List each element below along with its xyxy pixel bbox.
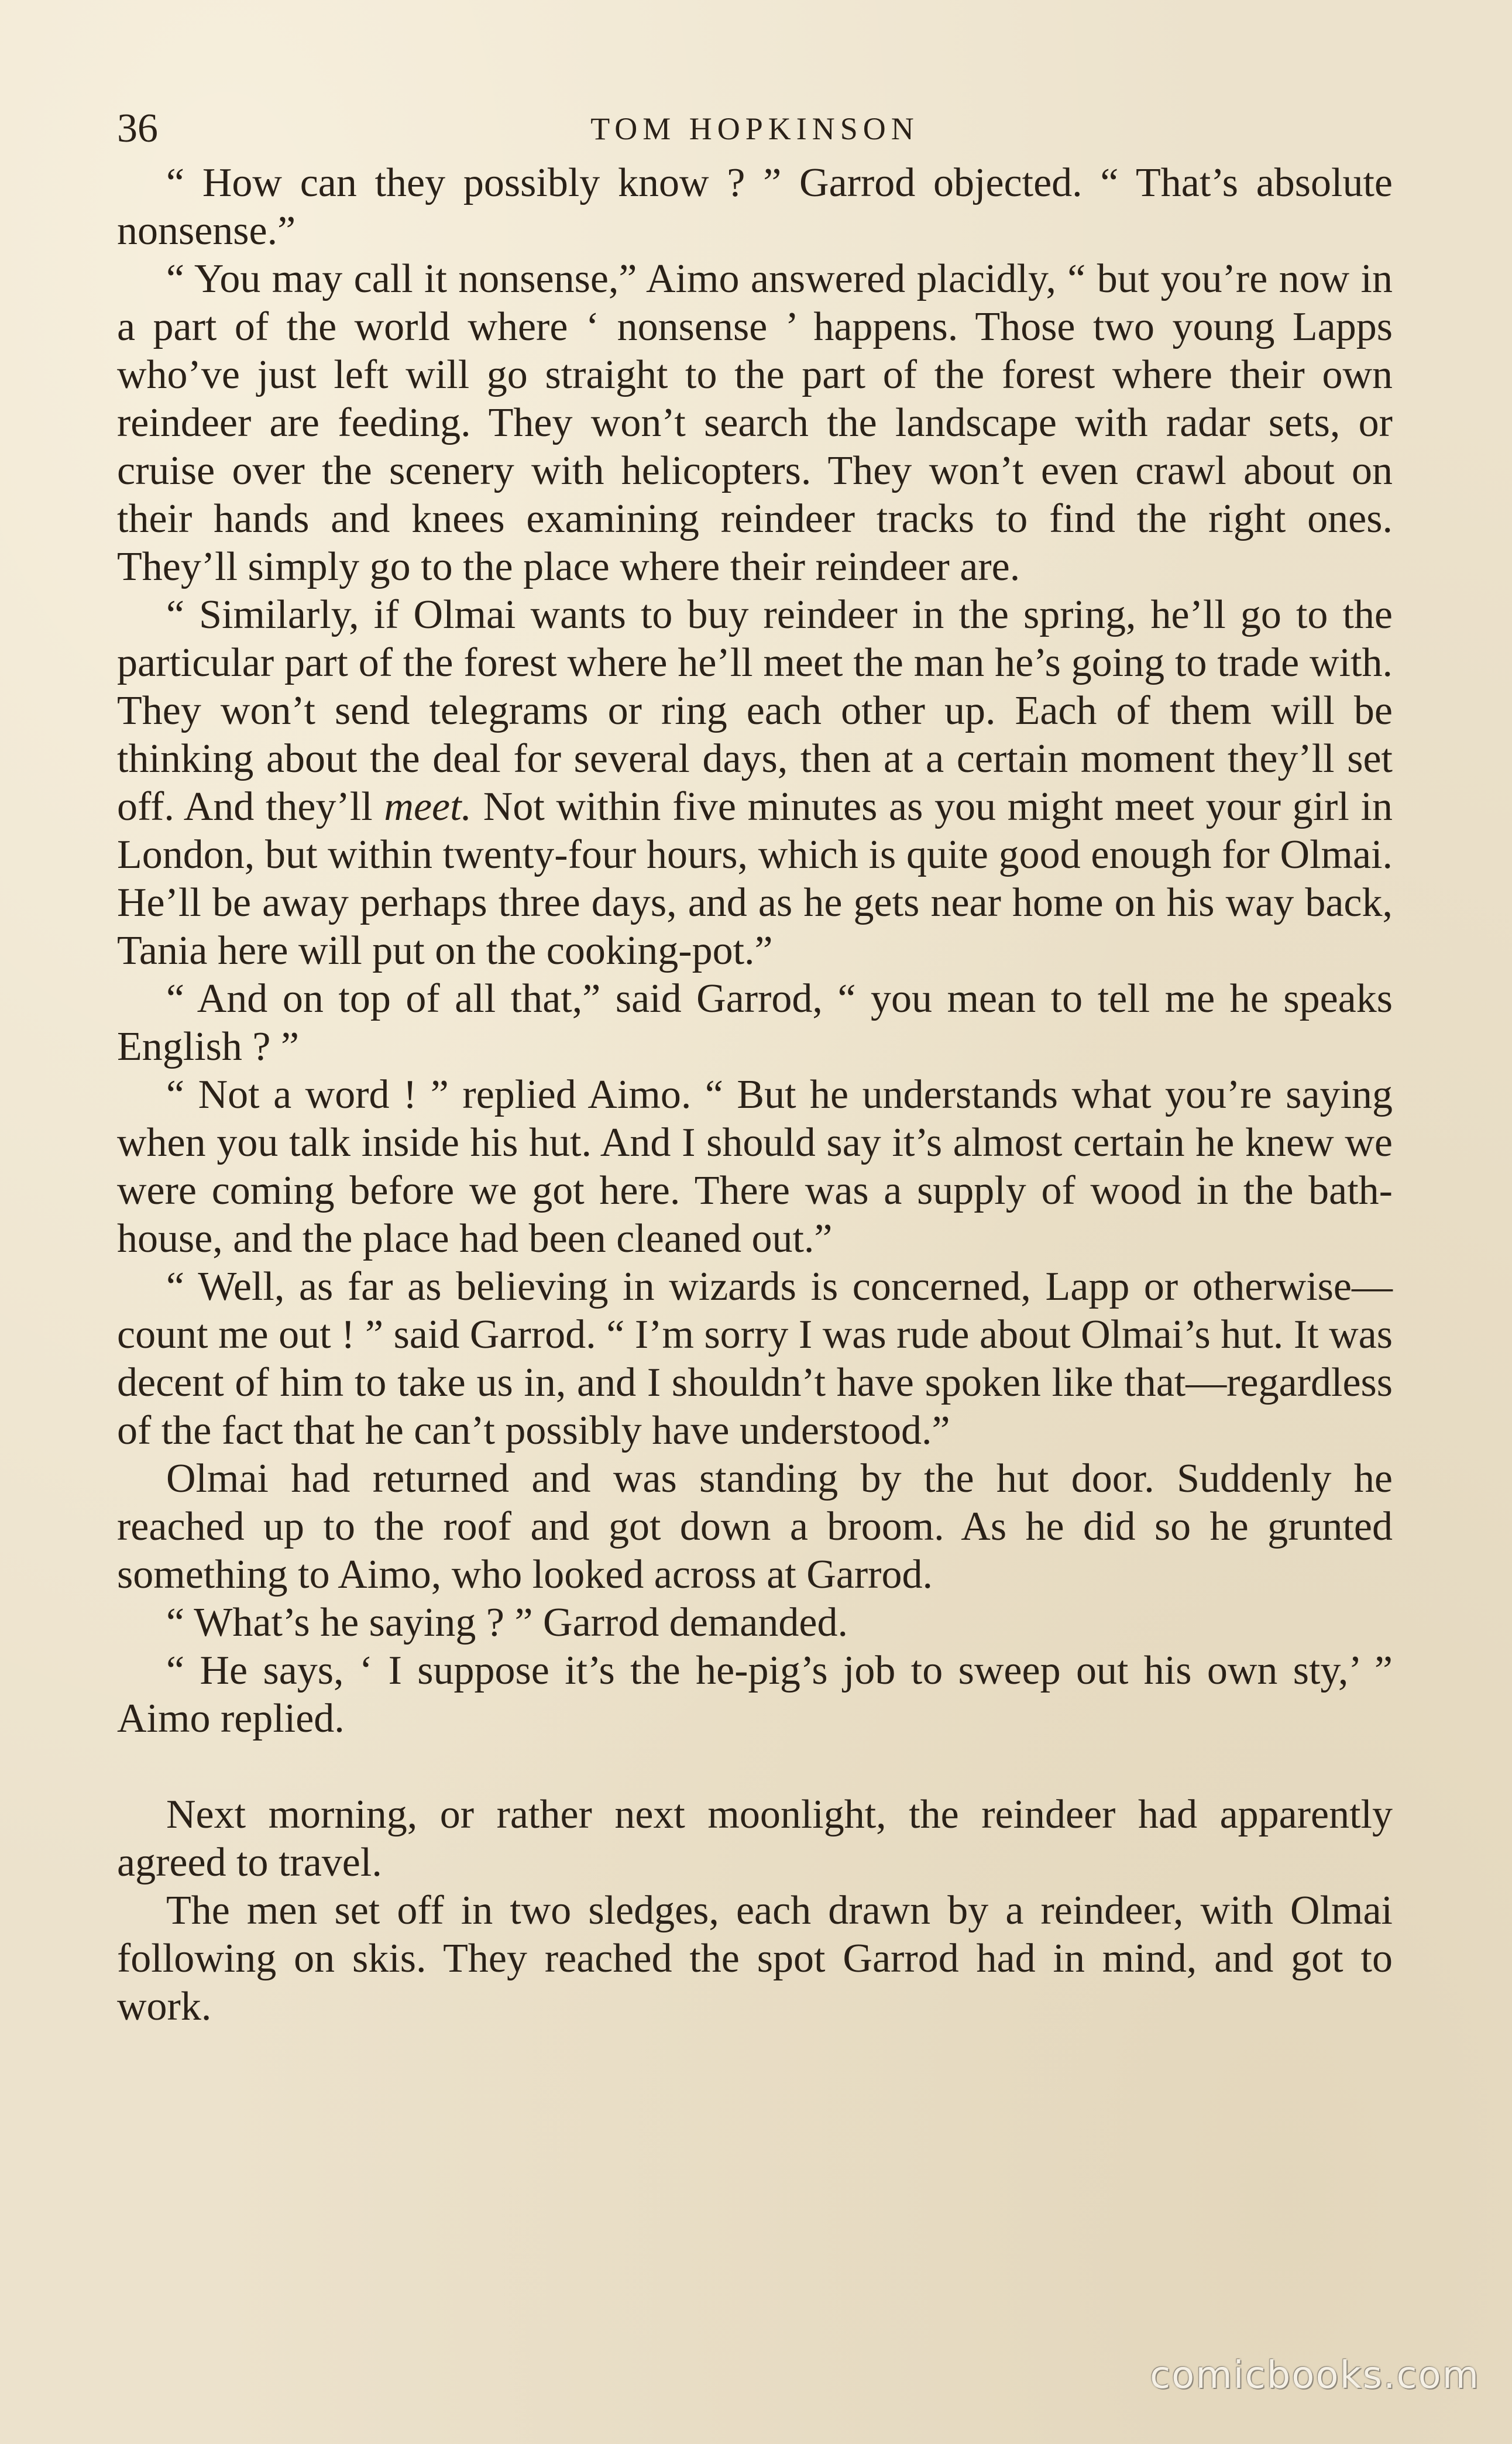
paragraph: “ He says, ‘ I suppose it’s the he-pig’s job to sweep out his own sty,’ ” Aimo replied. xyxy=(117,1648,1393,1741)
paragraph: Olmai had returned and was standing by the hut door. Suddenly he reached up to the roof and got down a broom. As he did so he grunted something to Aimo, who looked across at Garrod. xyxy=(117,1456,1393,1597)
paragraph: “ How can they possibly know ? ” Garrod objected. “ That’s absolute nonsense.” xyxy=(117,160,1393,253)
body-text xyxy=(117,159,1393,2031)
paragraph: The men set off in two sledges, each drawn by a reindeer, with Olmai following on skis. They reached the spot Garrod had in mind, and got to work. xyxy=(117,1888,1393,2029)
running-head: TOM HOPKINSON xyxy=(590,111,919,146)
paragraph: Next morning, or rather next moonlight, the reindeer had apparently agreed to travel. xyxy=(117,1792,1393,1885)
paragraph-text: “ Similarly, if Olmai wants to buy reindeer in the spring, he’ll go to the particular part of the forest where he’ll meet the man he’s going to trade with. They won’t send telegrams or ring each other up. Each of them will be thinking about the deal for several days, then at a certain moment they’ll set off. And they’ll xyxy=(117,592,1393,829)
paragraph: “ What’s he saying ? ” Garrod demanded. xyxy=(166,1600,848,1645)
paragraph xyxy=(117,591,1393,975)
paragraph: “ You may call it nonsense,” Aimo answered placidly, “ but you’re now in a part of the world where ‘ nonsense ’ happens. Those two young Lapps who’ve just left will go straight to the part of the forest where their own reindeer are feeding. They won’t search the landscape with radar sets, or cruise over the scenery with helicopters. They won’t even crawl about on their hands and knees examining reindeer tracks to find the right ones. They’ll simply go to the place where their reindeer are. xyxy=(117,256,1393,589)
page-header xyxy=(117,99,1393,158)
italic-emphasis: meet. xyxy=(384,784,472,829)
paragraph: “ And on top of all that,” said Garrod, “ you mean to tell me he speaks English ? ” xyxy=(117,976,1393,1069)
paragraph: “ Well, as far as believing in wizards is concerned, Lapp or otherwise—count me out ! ” said Garrod. “ I’m sorry I was rude about Olmai’s hut. It was decent of him to take us in, and I shouldn’t have spoken like that—regardless of the fact that he can’t possibly have understood.” xyxy=(117,1264,1393,1453)
paragraph: “ Not a word ! ” replied Aimo. “ But he understands what you’re saying when you talk inside his hut. And I should say it’s almost certain he knew we were coming before we got here. There was a supply of wood in the bath-house, and the place had been cleaned out.” xyxy=(117,1072,1393,1261)
page-number: 36 xyxy=(117,106,158,151)
watermark: comicbooks.com xyxy=(1149,2354,1480,2397)
paragraph-text: Not within five minutes as you might meet your girl in London, but within twenty-four hours, which is quite good enough for Olmai. He’ll be away perhaps three days, and as he gets near home on his way back, Tania here will put on the cooking-pot.” xyxy=(117,784,1393,973)
